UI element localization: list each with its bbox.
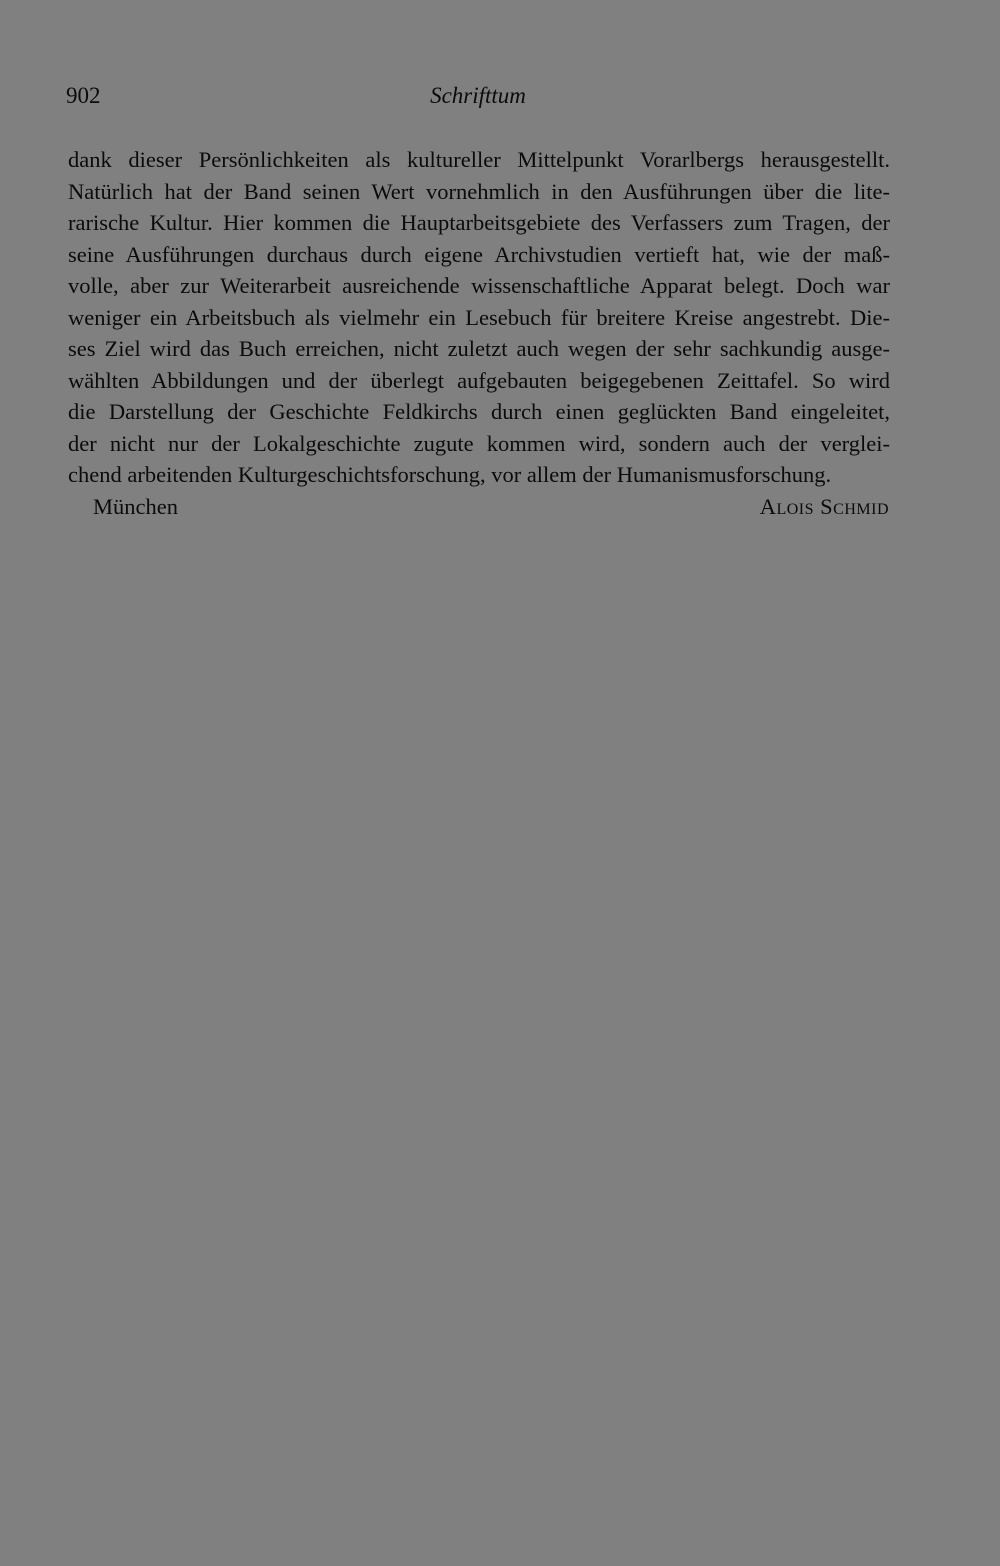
signature-author: Alois Schmid	[759, 494, 889, 519]
text-line: chend arbeitenden Kulturgeschichtsforschung, vor allem der Humanismusforschung.	[68, 462, 832, 487]
text-line: ses Ziel wird das Buch erreichen, nicht zuletzt auch wegen der sehr sachkundig ausge-	[68, 336, 890, 361]
text-line: dank dieser Persönlichkeiten als kultureller Mittelpunkt Vorarlbergs herausgestellt.	[68, 147, 890, 172]
text-line: weniger ein Arbeitsbuch als vielmehr ein Lesebuch für breitere Kreise angestrebt. Die-	[68, 304, 890, 330]
text-line: seine Ausführungen durchaus durch eigene Archivstudien vertieft hat, wie der maß-	[68, 241, 890, 267]
text-line: wählten Abbildungen und der überlegt aufgebauten beigegebenen Zeittafel. So wird	[68, 367, 890, 393]
text-line: Natürlich hat der Band seinen Wert vornehmlich in den Ausführungen über die lite-	[68, 178, 890, 204]
page-header	[66, 80, 890, 112]
text-line: der nicht nur der Lokalgeschichte zugute kommen wird, sondern auch der verglei-	[68, 430, 890, 456]
review-paragraph	[68, 144, 890, 491]
text-line: volle, aber zur Weiterarbeit ausreichende wissenschaftliche Apparat belegt. Doch war	[68, 273, 890, 298]
text-line: die Darstellung der Geschichte Feldkirchs durch einen geglückten Band eingeleitet,	[68, 399, 890, 424]
running-title: Schrifttum	[430, 83, 526, 108]
review-signature	[93, 491, 889, 523]
signature-place: München	[93, 494, 178, 519]
page-number: 902	[66, 83, 101, 108]
text-line: rarische Kultur. Hier kommen die Hauptarbeitsgebiete des Verfassers zum Tragen, der	[68, 210, 890, 235]
